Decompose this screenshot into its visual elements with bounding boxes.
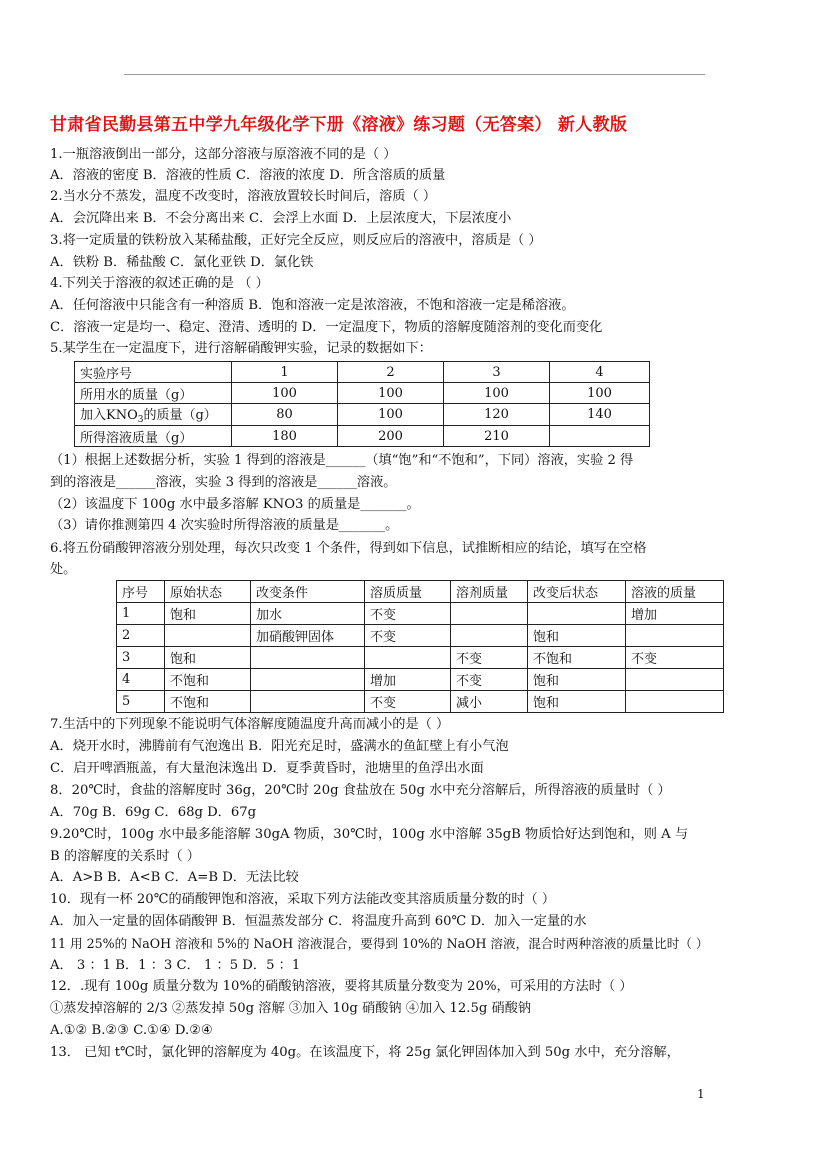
q5-part1-a: （1）根据上述数据分析，实验 1 得到的溶液是______（填“饱”和“不饱和”，下同）溶液，实验 2 得 [50, 453, 634, 468]
table-cell: 100 [444, 383, 550, 404]
table-cell: 2 [117, 625, 165, 647]
q12-stem: 12．.现有 100g 质量分数为 10%的硝酸钠溶液，要将其质量分数变为 20%，可采用的方法时（ ） [50, 979, 633, 994]
q3-options: A．铁粉 B．稀盐酸 C．氯化亚铁 D．氯化铁 [50, 255, 314, 270]
table-cell [626, 669, 724, 691]
table-row [75, 404, 650, 426]
q11-stem: 11 用 25%的 NaOH 溶液和 5%的 NaOH 溶液混合，要得到 10%的 NaOH 溶液，混合时两种溶液的质量比时（ ） [50, 936, 709, 951]
table-cell [550, 426, 650, 447]
table-row [75, 426, 650, 447]
table-cell: 不变 [626, 647, 724, 669]
table-row [117, 669, 724, 691]
table-cell: 180 [232, 426, 338, 447]
q9-stem: 9.20℃时，100g 水中最多能溶解 30gA 物质，30℃时，100g 水中溶解 35gB 物质恰好达到饱和，则 A 与 [50, 827, 689, 842]
subscript: 3 [137, 415, 144, 425]
experiment-table [74, 361, 650, 447]
table-cell: 序号 [117, 581, 165, 603]
q12-options: A.①② B.②③ C.①④ D.②④ [50, 1023, 213, 1038]
table-cell [626, 625, 724, 647]
table-cell: 1 [232, 362, 338, 383]
q4-options-ab: A．任何溶液中只能含有一种溶质 B．饱和溶液一定是浓溶液，不饱和溶液一定是稀溶液。 [50, 298, 575, 313]
table-row [117, 625, 724, 647]
table-cell: 溶液的质量 [626, 581, 724, 603]
table-cell: 100 [232, 383, 338, 404]
q12-choices: ①蒸发掉溶解的 2/3 ②蒸发掉 50g 溶解 ③加入 10g 硝酸钠 ④加入 12.5g 硝酸钠 [50, 1001, 532, 1016]
table-cell: 溶质质量 [365, 581, 451, 603]
table-cell: 饱和 [528, 691, 626, 713]
table-header-row [117, 581, 724, 603]
table-cell: 不饱和 [165, 691, 251, 713]
table-cell [251, 669, 365, 691]
q2-options: A．会沉降出来 B．不会分离出来 C．会浮上水面 D．上层浓度大，下层浓度小 [50, 211, 512, 226]
q4-options-cd: C．溶液一定是均一、稳定、澄清、透明的 D．一定温度下，物质的溶解度随溶剂的变化而变化 [50, 320, 603, 335]
table-cell: 加硝酸钾固体 [251, 625, 365, 647]
table-cell: 120 [444, 404, 550, 426]
table-cell: 不变 [365, 691, 451, 713]
table-cell: 原始状态 [165, 581, 251, 603]
table-cell: 不变 [365, 603, 451, 625]
table-cell: 溶剂质量 [451, 581, 528, 603]
table-cell: 3 [117, 647, 165, 669]
q9-stem-cont: B 的溶解度的关系时（ ） [50, 849, 200, 864]
table-cell: 200 [338, 426, 444, 447]
document-title: 甘肃省民勤县第五中学九年级化学下册《溶液》练习题（无答案） 新人教版 [50, 115, 628, 135]
q13-stem: 13． 已知 t℃时，氯化钾的溶解度为 40g。在该温度下，将 25g 氯化钾固体加入到 50g 水中，充分溶解， [50, 1045, 680, 1060]
table-cell [251, 647, 365, 669]
table-cell: 不饱和 [528, 647, 626, 669]
table-cell: 增加 [626, 603, 724, 625]
q11-options: A． 3 ：1 B．1 ：3 C． 1 ：5 D．5 ：1 [50, 958, 301, 973]
table-cell [451, 603, 528, 625]
table-cell: 2 [338, 362, 444, 383]
cell-text: 加入KNO [80, 408, 138, 423]
table-cell: 80 [232, 404, 338, 426]
table-cell: 饱和 [165, 647, 251, 669]
table-cell: 不变 [365, 625, 451, 647]
table-cell: 改变后状态 [528, 581, 626, 603]
table-cell [75, 404, 232, 426]
q1-stem: 1.一瓶溶液倒出一部分，这部分溶液与原溶液不同的是（ ） [50, 147, 397, 162]
table-cell: 实验序号 [75, 362, 232, 383]
table-cell: 加水 [251, 603, 365, 625]
table-cell: 饱和 [528, 669, 626, 691]
table-cell: 5 [117, 691, 165, 713]
page-number: 1 [697, 1087, 705, 1101]
table-row [75, 362, 650, 383]
table-cell: 所得溶液质量（g） [75, 426, 232, 447]
q5-stem: 5.某学生在一定温度下，进行溶解硝酸钾实验，记录的数据如下： [50, 341, 432, 356]
q4-stem: 4.下列关于溶液的叙述正确的是 （ ） [50, 276, 269, 291]
q5-part2: （2）该温度下 100g 水中最多溶解 KNO3 的质量是_______。 [50, 497, 420, 512]
table-cell: 改变条件 [251, 581, 365, 603]
q1-options: A．溶液的密度 B．溶液的性质 C．溶液的浓度 D．所含溶质的质量 [50, 168, 446, 183]
table-cell: 4 [117, 669, 165, 691]
q8-options: A．70g B．69g C．68g D．67g [50, 805, 257, 820]
q10-stem: 10．现有一杯 20℃的硝酸钾饱和溶液，采取下列方法能改变其溶质质量分数的时（ ） [50, 892, 556, 907]
table-cell: 饱和 [528, 625, 626, 647]
q10-options: A．加入一定量的固体硝酸钾 B．恒温蒸发部分 C．将温度升高到 60℃ D．加入一定量的水 [50, 914, 587, 929]
table-cell: 所用水的质量（g） [75, 383, 232, 404]
table-row [117, 647, 724, 669]
q6-stem-cont: 处。 [50, 562, 77, 577]
table-row [117, 691, 724, 713]
conditions-table [116, 580, 724, 713]
q8-stem: 8．20℃时，食盐的溶解度时 36g，20℃时 20g 食盐放在 50g 水中充分溶解后，所得溶液的质量时（ ） [50, 783, 671, 798]
q7-options-cd: C．启开啤酒瓶盖，有大量泡沫逸出 D．夏季黄昏时，池塘里的鱼浮出水面 [50, 761, 484, 776]
table-cell: 210 [444, 426, 550, 447]
table-cell: 4 [550, 362, 650, 383]
table-cell: 140 [550, 404, 650, 426]
table-cell: 100 [338, 383, 444, 404]
table-cell: 饱和 [165, 603, 251, 625]
header-rule [124, 74, 705, 75]
q3-stem: 3.将一定质量的铁粉放入某稀盐酸，正好完全反应，则反应后的溶液中，溶质是（ ） [50, 233, 542, 248]
q9-options: A．A>B B．A<B C．A=B D．无法比较 [50, 870, 299, 885]
q5-part1-b: 到的溶液是______溶液，实验 3 得到的溶液是______溶液。 [50, 475, 397, 490]
table-row [75, 383, 650, 404]
cell-text: 的质量（g） [143, 408, 217, 423]
table-cell [626, 691, 724, 713]
table-cell: 不变 [451, 669, 528, 691]
table-cell: 3 [444, 362, 550, 383]
table-row [117, 603, 724, 625]
table-cell: 不变 [451, 647, 528, 669]
q6-stem: 6.将五份硝酸钾溶液分别处理，每次只改变 1 个条件，得到如下信息，试推断相应的结论，填写在空格 [50, 541, 647, 556]
table-cell: 1 [117, 603, 165, 625]
q7-stem: 7.生活中的下列现象不能说明气体溶解度随温度升高而减小的是（ ） [50, 717, 450, 732]
table-cell: 减小 [451, 691, 528, 713]
q2-stem: 2.当水分不蒸发，温度不改变时，溶液放置较长时间后，溶质（ ） [50, 189, 437, 204]
table-cell [528, 603, 626, 625]
table-cell [451, 625, 528, 647]
table-cell: 100 [550, 383, 650, 404]
table-cell: 不饱和 [165, 669, 251, 691]
table-cell [365, 647, 451, 669]
table-cell [165, 625, 251, 647]
table-cell: 增加 [365, 669, 451, 691]
table-cell [251, 691, 365, 713]
q7-options-ab: A．烧开水时，沸腾前有气泡逸出 B．阳光充足时，盛满水的鱼缸壁上有小气泡 [50, 739, 509, 754]
table-cell: 100 [338, 404, 444, 426]
q5-part3: （3）请你推测第四 4 次实验时所得溶液的质量是_______。 [50, 518, 399, 533]
